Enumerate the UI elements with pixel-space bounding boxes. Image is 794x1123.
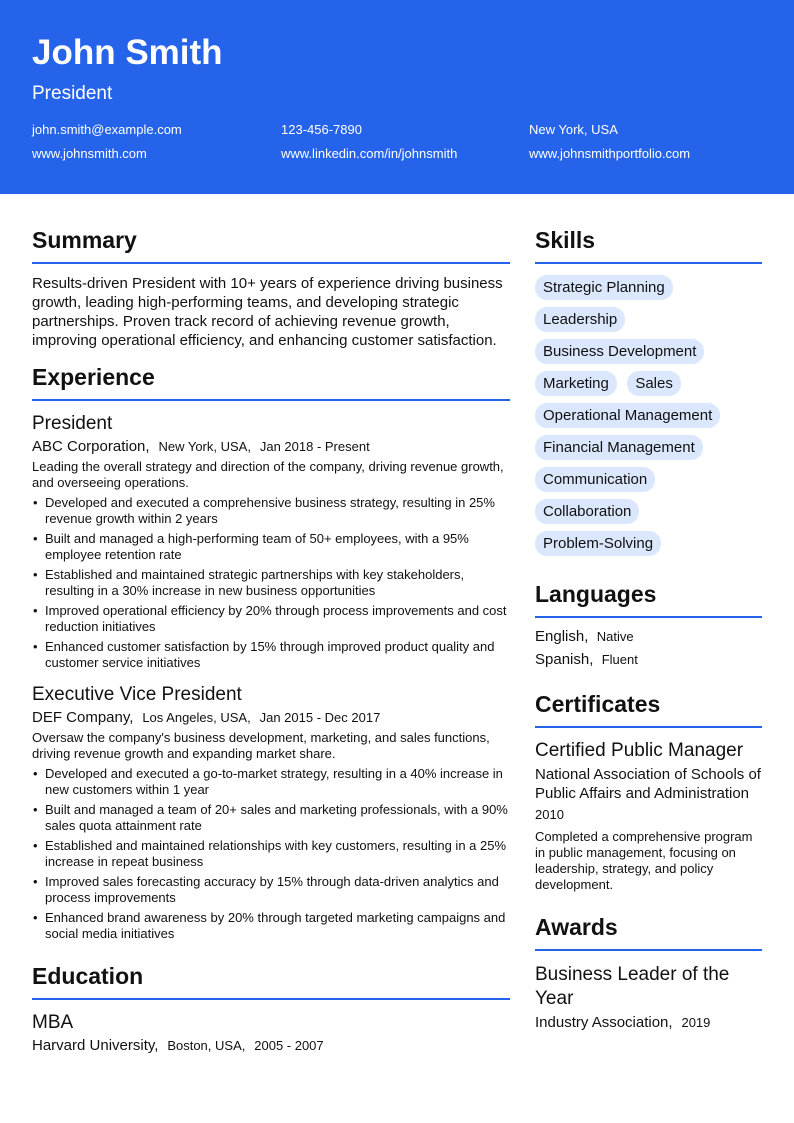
- achievement-item: • Developed and executed a comprehensive business strategy, resulting in 25% revenue growth within 2 years: [32, 495, 510, 527]
- achievement-item: • Developed and executed a go-to-market strategy, resulting in a 40% increase in new customers within 1 year: [32, 766, 510, 798]
- job-description: Oversaw the company's business development, marketing, and sales functions, driving revenue growth and expanding market share.: [32, 730, 490, 761]
- achievement-item: • Established and maintained strategic partnerships with key stakeholders, resulting in a 30% increase in new business opportunities: [32, 567, 510, 599]
- education-meta: [32, 1037, 510, 1055]
- language-level: Native: [596, 629, 634, 644]
- company-name: ABC Corporation,: [32, 438, 150, 455]
- language-level: Fluent: [601, 652, 638, 667]
- achievement-item: • Improved operational efficiency by 20% through process improvements and cost reduction initiatives: [32, 603, 510, 635]
- language-name: Spanish,: [535, 651, 594, 668]
- school-location: Boston, USA,: [167, 1038, 246, 1053]
- skill-chip: Marketing: [535, 371, 617, 396]
- job-location: Los Angeles, USA,: [142, 710, 251, 725]
- job-description: Leading the overall strategy and direction of the company, driving revenue growth, and overseeing operations.: [32, 459, 504, 490]
- summary-section: [32, 226, 510, 350]
- email-link[interactable]: john.smith@example.com: [32, 122, 182, 137]
- award-name: Business Leader of the Year: [535, 964, 730, 1009]
- achievement-item: • Enhanced customer satisfaction by 15% through improved product quality and customer service initiatives: [32, 639, 510, 671]
- skills-section: [535, 226, 762, 559]
- achievement-item: • Built and managed a high-performing team of 50+ employees, with a 95% employee retention rate: [32, 531, 510, 563]
- section-title-education: Education: [32, 962, 510, 1000]
- education-section: [32, 962, 510, 1055]
- skill-chip: Collaboration: [535, 499, 639, 524]
- linkedin-link[interactable]: www.linkedin.com/in/johnsmith: [281, 146, 458, 161]
- certificate-name: Certified Public Manager: [535, 740, 744, 761]
- person-name: John Smith: [32, 33, 223, 72]
- main-column: [32, 226, 510, 1055]
- awards-section: [535, 913, 762, 1032]
- website-link[interactable]: www.johnsmith.com: [32, 146, 147, 161]
- award-issuer: Industry Association,: [535, 1014, 673, 1031]
- section-title-certificates: Certificates: [535, 690, 762, 728]
- job-entry: [32, 413, 510, 671]
- section-title-summary: Summary: [32, 226, 510, 264]
- degree-name: MBA: [32, 1012, 74, 1033]
- job-dates: Jan 2018 - Present: [259, 439, 370, 454]
- award-year: 2019: [681, 1015, 711, 1030]
- section-title-awards: Awards: [535, 913, 762, 951]
- skill-chip: Problem-Solving: [535, 531, 661, 556]
- school-name: Harvard University,: [32, 1037, 159, 1054]
- certificate-description: Completed a comprehensive program in public management, focusing on leadership, strategy, and policy development.: [535, 829, 753, 892]
- job-dates: Jan 2015 - Dec 2017: [259, 710, 381, 725]
- section-title-experience: Experience: [32, 363, 510, 401]
- education-dates: 2005 - 2007: [254, 1038, 324, 1053]
- certificate-year: 2010: [535, 807, 564, 822]
- language-item: [535, 627, 762, 646]
- skill-chip: Sales: [627, 371, 681, 396]
- language-item: [535, 650, 762, 669]
- languages-section: [535, 580, 762, 669]
- certificate-issuer: National Association of Schools of Public Affairs and Administration: [535, 766, 761, 802]
- achievement-item: • Established and maintained relationships with key customers, resulting in a 25% increase in repeat business: [32, 838, 510, 870]
- summary-text: Results-driven President with 10+ years of experience driving business growth, leading high-performing teams, and developing strategic partnerships. Proven track record of achieving revenue growth, improving operational efficiency, and enhancing customer satisfaction.: [32, 275, 503, 349]
- skill-chip: Leadership: [535, 307, 625, 332]
- job-meta: [32, 438, 510, 456]
- achievement-list: [32, 766, 510, 942]
- phone-number: 123-456-7890: [281, 122, 362, 137]
- language-name: English,: [535, 628, 589, 645]
- achievement-item: • Improved sales forecasting accuracy by 15% through data-driven analytics and process improvements: [32, 874, 510, 906]
- section-title-languages: Languages: [535, 580, 762, 618]
- company-name: DEF Company,: [32, 709, 134, 726]
- location-text: New York, USA: [529, 122, 618, 137]
- skill-chip: Financial Management: [535, 435, 703, 460]
- job-entry: [32, 684, 510, 942]
- achievement-item: • Built and managed a team of 20+ sales and marketing professionals, with a 90% sales quota attainment rate: [32, 802, 510, 834]
- skill-chip: Operational Management: [535, 403, 720, 428]
- job-location: New York, USA,: [158, 439, 251, 454]
- experience-section: [32, 363, 510, 942]
- person-role: President: [32, 83, 113, 104]
- skill-chip: Strategic Planning: [535, 275, 673, 300]
- skills-list: [535, 271, 762, 559]
- achievement-item: • Enhanced brand awareness by 20% through targeted marketing campaigns and social media initiatives: [32, 910, 510, 942]
- achievement-list: [32, 495, 510, 671]
- portfolio-link[interactable]: www.johnsmithportfolio.com: [529, 146, 691, 161]
- resume-header: [0, 0, 794, 194]
- certificates-section: [535, 690, 762, 893]
- side-column: [535, 226, 762, 1032]
- job-title: Executive Vice President: [32, 684, 242, 705]
- job-meta: [32, 709, 510, 727]
- award-meta: [535, 1014, 762, 1032]
- job-title: President: [32, 413, 113, 434]
- skill-chip: Communication: [535, 467, 655, 492]
- skill-chip: Business Development: [535, 339, 704, 364]
- section-title-skills: Skills: [535, 226, 762, 264]
